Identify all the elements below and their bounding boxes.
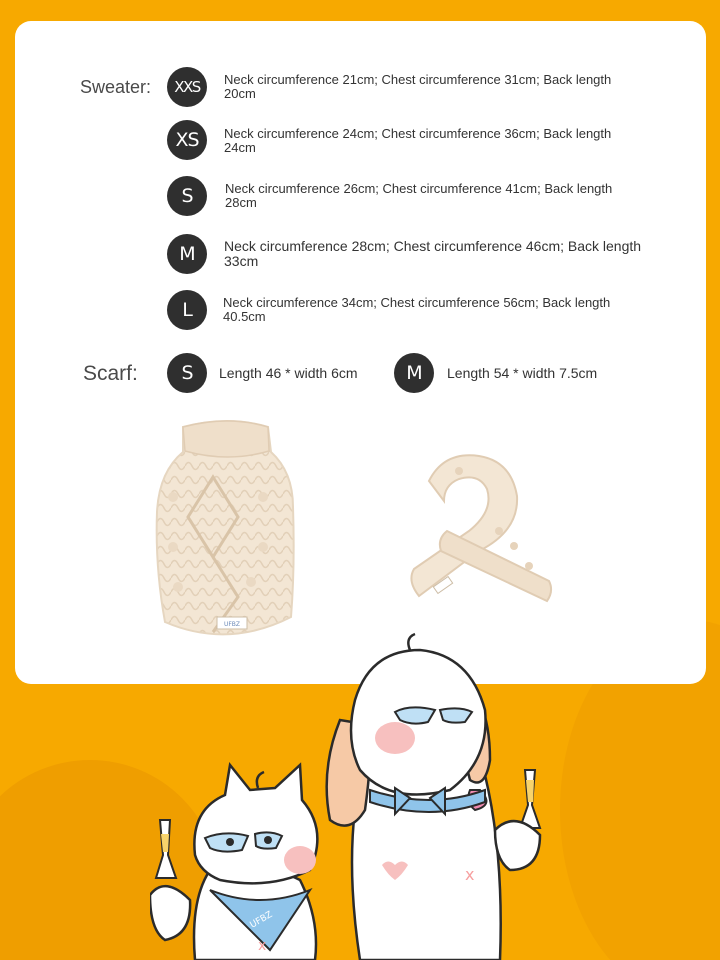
cat-mascot-illustration: [150, 760, 340, 960]
scarf-desc-s: Length 46 * width 6cm: [219, 365, 358, 381]
sweater-tag-text: UFBZ: [223, 621, 241, 628]
size-badge-s: S: [167, 176, 207, 216]
dog-mascot-illustration: [300, 630, 590, 960]
scarf-label: Scarf:: [83, 362, 138, 385]
size-badge-l: L: [167, 290, 207, 330]
size-desc-m: Neck circumference 28cm; Chest circumference 46cm; Back length 33cm: [224, 238, 642, 269]
size-badge-xs: XS: [167, 120, 207, 160]
svg-text:x: x: [258, 938, 267, 954]
size-chart-card: [15, 21, 706, 684]
size-desc-xs: Neck circumference 24cm; Chest circumference 36cm; Back length 24cm: [224, 126, 612, 155]
size-badge-xxs: XXS: [167, 67, 207, 107]
svg-text:x: x: [465, 865, 475, 884]
bandana-text: UFBZ: [248, 909, 275, 931]
scarf-badge-s: S: [167, 353, 207, 393]
size-badge-m: M: [167, 234, 207, 274]
scarf-badge-m: M: [394, 353, 434, 393]
knit-sweater-image: [143, 417, 313, 647]
size-desc-l: Neck circumference 34cm; Chest circumference 56cm; Back length 40.5cm: [223, 295, 611, 324]
scarf-desc-m: Length 54 * width 7.5cm: [447, 365, 598, 381]
size-desc-s: Neck circumference 26cm; Chest circumference 41cm; Back length 28cm: [225, 181, 613, 210]
knit-scarf-image: [399, 441, 559, 616]
size-desc-xxs: Neck circumference 21cm; Chest circumference 31cm; Back length 20cm: [224, 72, 612, 101]
sweater-label: Sweater:: [80, 77, 152, 97]
